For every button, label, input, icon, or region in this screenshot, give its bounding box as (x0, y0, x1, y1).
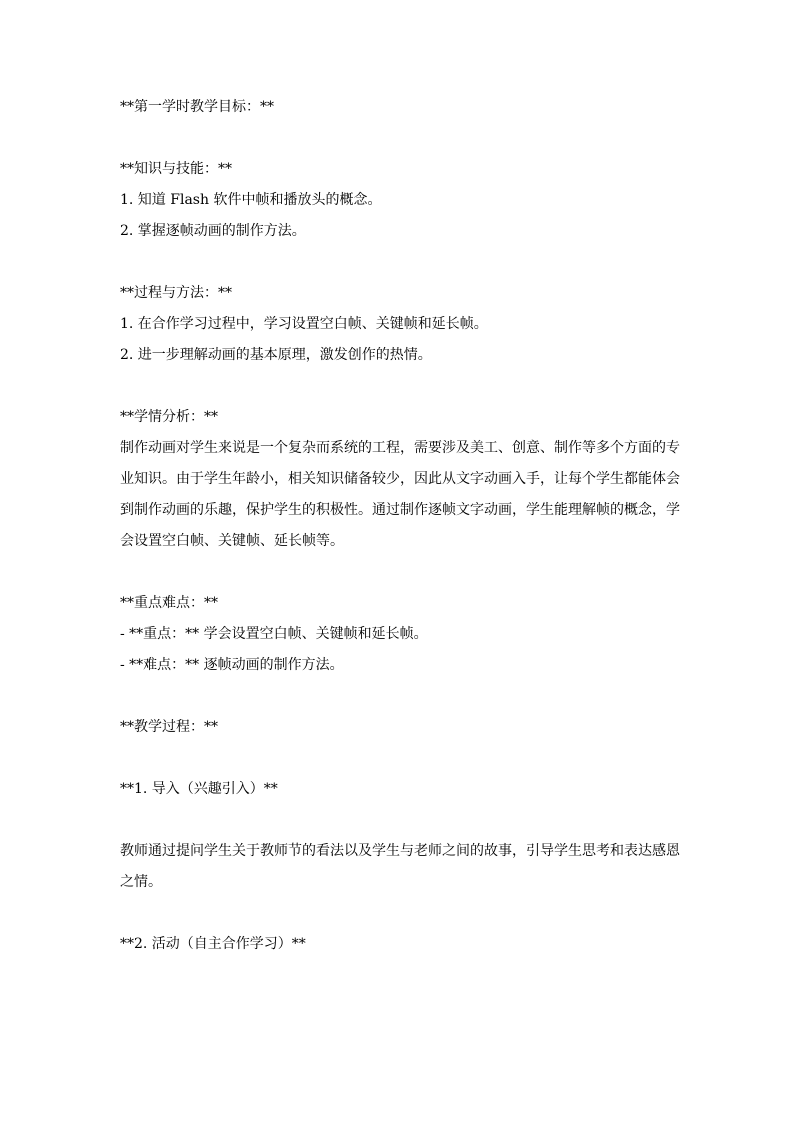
spacer (120, 123, 680, 154)
process-heading: **过程与方法：** (120, 285, 232, 301)
teaching-process-heading: **教学过程：** (120, 719, 218, 735)
spacer (120, 681, 680, 712)
spacer (120, 898, 680, 929)
step1-paragraph: 教师通过提问学生关于教师节的看法以及学生与老师之间的故事，引导学生思考和表达感恩之情。 (120, 843, 680, 890)
knowledge-heading: **知识与技能：** (120, 161, 232, 177)
spacer (120, 557, 680, 588)
process-item-1: 1. 在合作学习过程中，学习设置空白帧、关键帧和延长帧。 (120, 316, 488, 332)
spacer (120, 743, 680, 774)
analysis-heading: **学情分析：** (120, 409, 218, 425)
document-page (120, 92, 680, 960)
key-point-focus: - **重点：** 学会设置空白帧、关键帧和延长帧。 (120, 626, 428, 642)
step1-heading: **1. 导入（兴趣引入）** (120, 781, 278, 797)
process-item-2: 2. 进一步理解动画的基本原理，激发创作的热情。 (120, 347, 432, 363)
objectives-heading: **第一学时教学目标：** (120, 99, 274, 115)
spacer (120, 247, 680, 278)
analysis-paragraph: 制作动画对学生来说是一个复杂而系统的工程，需要涉及美工、创意、制作等多个方面的专业知识。由于学生年龄小，相关知识储备较少，因此从文字动画入手，让每个学生都能体会到制作动画的乐趣，保护学生的积极性。通过制作逐帧文字动画，学生能理解帧的概念，学会设置空白帧、关键帧、延长帧等。 (120, 440, 680, 549)
knowledge-item-1: 1. 知道 Flash 软件中帧和播放头的概念。 (120, 192, 382, 208)
knowledge-item-2: 2. 掌握逐帧动画的制作方法。 (120, 223, 306, 239)
step2-heading: **2. 活动（自主合作学习）** (120, 936, 306, 952)
key-points-heading: **重点难点：** (120, 595, 218, 611)
spacer (120, 371, 680, 402)
spacer (120, 805, 680, 836)
key-point-difficulty: - **难点：** 逐帧动画的制作方法。 (120, 657, 344, 673)
